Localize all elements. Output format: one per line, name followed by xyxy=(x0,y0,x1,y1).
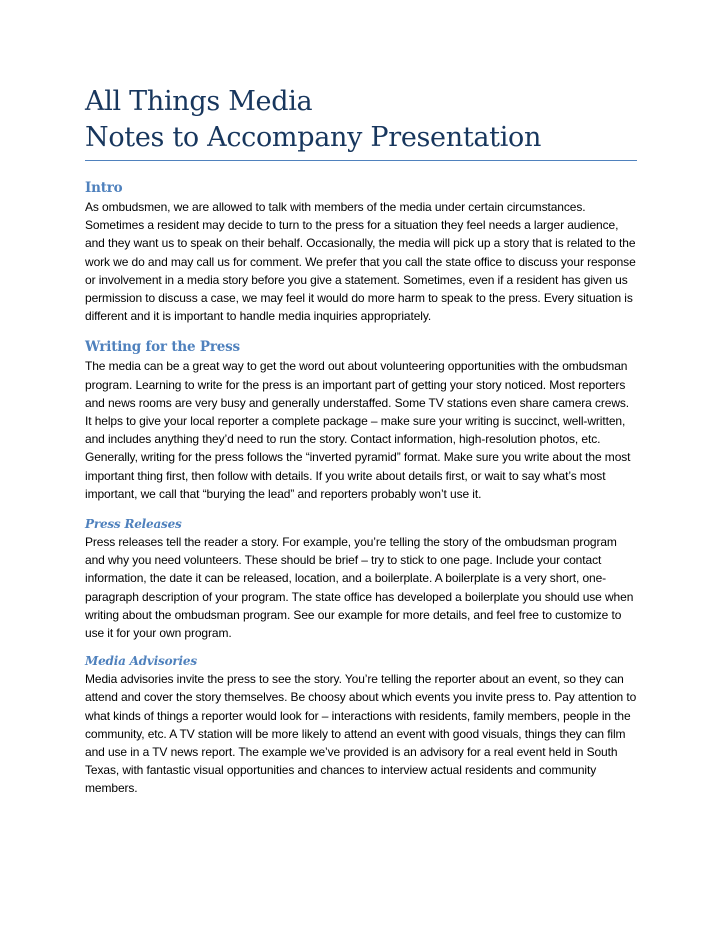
writing-for-the-press-heading: Writing for the Press xyxy=(85,339,240,356)
title-line-1: All Things Media xyxy=(85,86,313,117)
intro-paragraph: As ombudsmen, we are allowed to talk with members of the media under certain circumstances. Sometimes a resident may decide to turn to the press for a situation they feel needs a larger audience, and they want us to speak on their behalf. Occasionally, the media will pick up a story that is related to the work we do and may call us for comment. We prefer that you call the state office to discuss your response or involvement in a media story before you give a statement. Sometimes, even if a resident has given us permission to discuss a case, we may feel it would do more harm to speak to the press. Every situation is different and it is important to handle media inquiries appropriately. xyxy=(85,200,636,324)
document-title xyxy=(85,84,637,161)
press-releases-paragraph: Press releases tell the reader a story. For example, you’re telling the story of the ombudsman program and why you need volunteers. These should be brief – try to stick to one page. Include your contact information, the date it can be released, location, and a boilerplate. A boilerplate is a very short, one-paragraph description of your program. The state office has developed a boilerplate you should use when writing about the ombudsman program. See our example for more details, and feel free to customize to use it for your own program. xyxy=(85,535,634,641)
media-advisories-paragraph: Media advisories invite the press to see the story. You’re telling the reporter about an event, so they can attend and cover the story themselves. Be choosy about which events you invite press to. Pay attention to what kinds of things a reporter would look for – interactions with residents, family members, people in the community, etc. A TV station will be more likely to attend an event with good visuals, things they can film and use in a TV news report. The example we’ve provided is an advisory for a real event held in South Texas, with fantastic visual opportunities and chances to interview actual residents and community members. xyxy=(85,672,637,796)
writing-for-the-press-paragraph: The media can be a great way to get the word out about volunteering opportunities with the ombudsman program. Learning to write for the press is an important part of getting your story noticed. Most reporters and news rooms are very busy and generally understaffed. Some TV stations even share camera crews. It helps to give your local reporter a complete package – make sure your writing is succinct, well-written, and includes anything they’d need to run the story. Contact information, high-resolution photos, etc. Generally, writing for the press follows the “inverted pyramid” format. Make sure you write about the most important thing first, then follow with details. If you write about details first, or wait to say what’s most important, we call that “burying the lead” and reporters probably won’t use it. xyxy=(85,359,631,501)
document-body xyxy=(85,178,637,798)
section-press-releases xyxy=(85,515,637,642)
section-media-advisories xyxy=(85,652,637,797)
intro-heading: Intro xyxy=(85,180,123,196)
media-advisories-heading: Media Advisories xyxy=(85,654,197,669)
title-line-2: Notes to Accompany Presentation xyxy=(85,122,542,153)
press-releases-heading: Press Releases xyxy=(85,517,182,532)
section-intro xyxy=(85,178,637,325)
section-writing-for-the-press xyxy=(85,337,637,503)
